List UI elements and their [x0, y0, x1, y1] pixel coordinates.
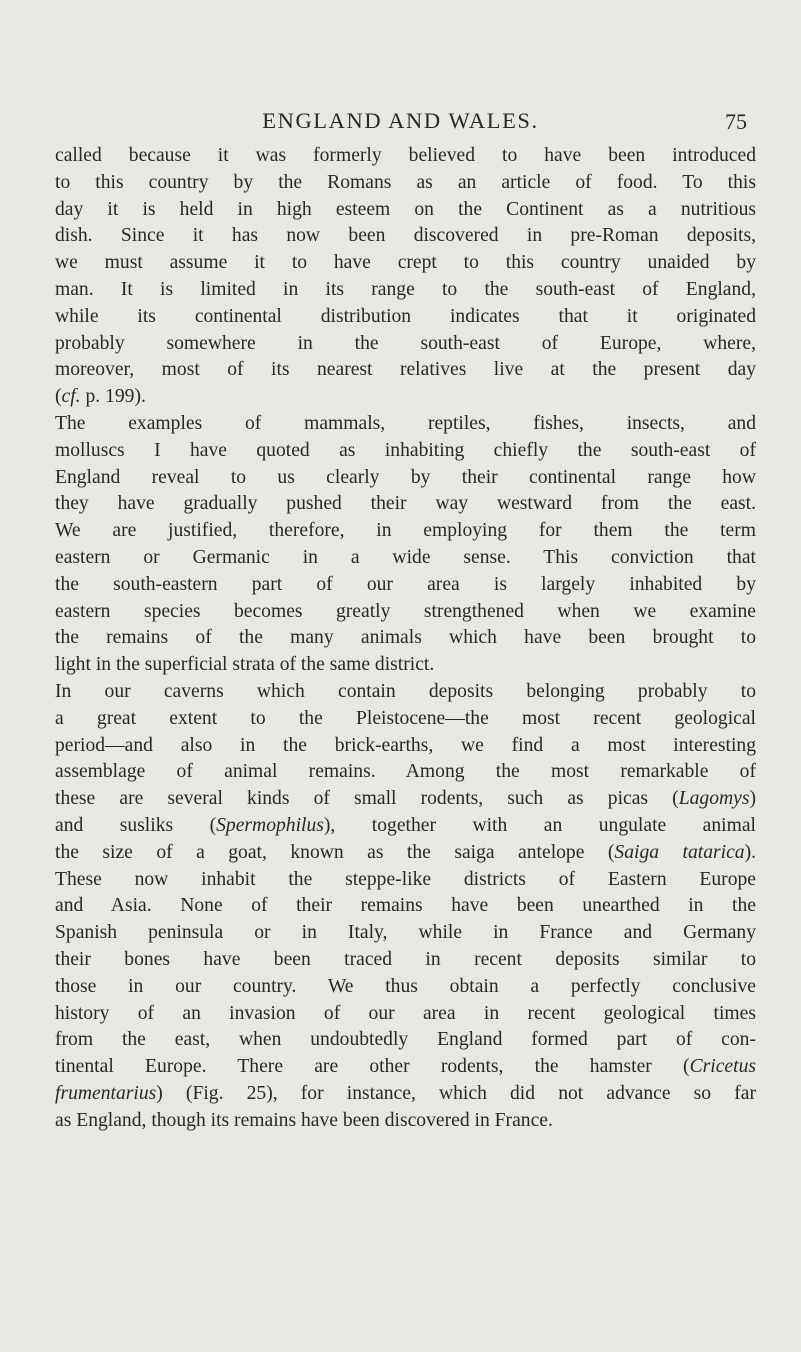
text-line: eastern or Germanic in a wide sense. This conviction that: [55, 546, 756, 568]
text-line: and susliks (Spermophilus), together with an ungulate animal: [55, 814, 756, 836]
text-line: assemblage of animal remains. Among the most remarkable of: [55, 761, 756, 783]
text-line: We are justified, therefore, in employing for them the term: [55, 520, 756, 542]
text-line: In our caverns which contain deposits belonging probably to: [55, 680, 756, 702]
text-line: Spanish peninsula or in Italy, while in France and Germany: [55, 922, 756, 944]
text-line: the remains of the many animals which have been brought to: [55, 627, 756, 649]
text-line: (cf. p. 199).: [55, 386, 146, 408]
text-line: light in the superficial strata of the same district.: [55, 654, 435, 676]
text-line: tinental Europe. There are other rodents, the hamster (Cricetus: [55, 1056, 756, 1078]
text-line: molluscs I have quoted as inhabiting chiefly the south-east of: [55, 439, 756, 461]
text-line: those in our country. We thus obtain a perfectly conclusive: [55, 975, 756, 997]
text-line: to this country by the Romans as an article of food. To this: [55, 171, 756, 193]
text-line: and Asia. None of their remains have been unearthed in the: [55, 895, 756, 917]
text-line: moreover, most of its nearest relatives live at the present day: [55, 359, 756, 381]
text-line: day it is held in high esteem on the Continent as a nutritious: [55, 198, 756, 220]
running-title: ENGLAND AND WALES.: [262, 108, 539, 133]
text-line: probably somewhere in the south-east of Europe, where,: [55, 332, 756, 354]
text-line: a great extent to the Pleistocene—the most recent geological: [55, 707, 756, 729]
text-line: The examples of mammals, reptiles, fishes, insects, and: [55, 412, 756, 434]
text-line: period—and also in the brick-earths, we find a most interesting: [55, 734, 756, 756]
text-line: we must assume it to have crept to this country unaided by: [55, 252, 756, 274]
text-line: dish. Since it has now been discovered in pre-Roman deposits,: [55, 225, 756, 247]
text-line: the south-eastern part of our area is largely inhabited by: [55, 573, 756, 595]
body-text: [55, 143, 756, 1134]
text-line: man. It is limited in its range to the south-east of England,: [55, 278, 756, 300]
text-line: from the east, when undoubtedly England formed part of con-: [55, 1029, 756, 1051]
text-line: frumentarius) (Fig. 25), for instance, which did not advance so far: [55, 1082, 756, 1104]
text-line: the size of a goat, known as the saiga antelope (Saiga tatarica).: [55, 841, 756, 863]
text-line: called because it was formerly believed to have been introduced: [55, 145, 756, 166]
text-line: they have gradually pushed their way westward from the east.: [55, 493, 756, 515]
running-head: [0, 108, 801, 138]
text-line: these are several kinds of small rodents, such as picas (Lagomys): [55, 788, 756, 810]
text-line: as England, though its remains have been discovered in France.: [55, 1109, 553, 1131]
page-number: 75: [725, 109, 747, 134]
text-line: England reveal to us clearly by their continental range how: [55, 466, 756, 488]
text-line: eastern species becomes greatly strengthened when we examine: [55, 600, 756, 622]
text-line: history of an invasion of our area in recent geological times: [55, 1002, 756, 1024]
text-line: These now inhabit the steppe-like districts of Eastern Europe: [55, 868, 756, 890]
text-line: while its continental distribution indicates that it originated: [55, 305, 756, 327]
text-line: their bones have been traced in recent deposits similar to: [55, 948, 756, 970]
